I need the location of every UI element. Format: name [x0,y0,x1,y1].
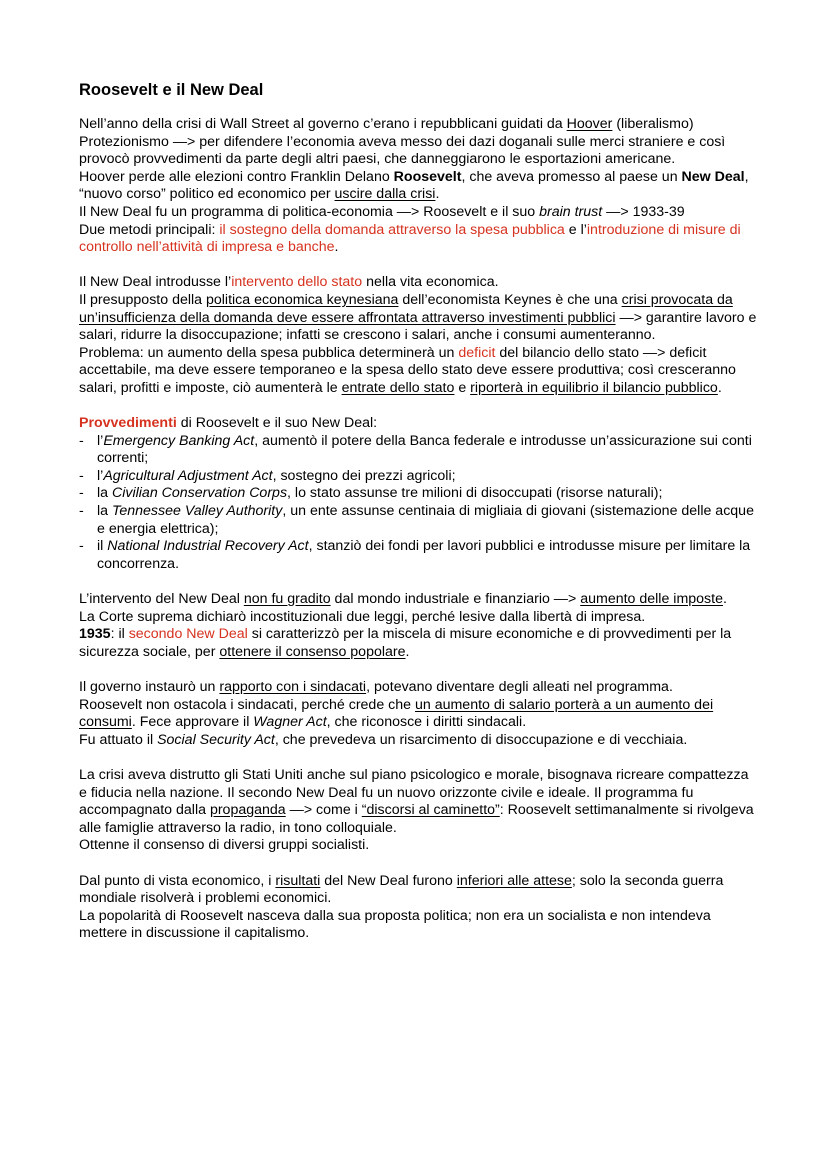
text-run: . [334,239,339,256]
underlined-text: un aumento di salario porterà a un aumento dei consumi [79,696,714,731]
underlined-text: propaganda [209,802,286,819]
highlight-red: deficit [458,344,496,361]
italic-act-name: Social Security Act [157,731,275,748]
text-run: Hoover perde alle elezioni contro Franklin Delano [79,168,394,185]
dash-bullet: - [79,503,84,520]
underlined-text: ottenere il consenso popolare [219,643,406,660]
text-run: l’ [97,432,104,449]
text-run: , stanziò dei fondi per lavori pubblici e introdusse misure per limitare la concorrenza. [97,538,751,572]
paragraph-propaganda [79,767,759,837]
text-run: Problema: un aumento della spesa pubblica determinerà un [79,344,459,361]
text-run: . [405,643,410,660]
text-run: Roosevelt non ostacola i sindacati, perché crede che [79,696,415,713]
paragraph-metodi [79,222,759,257]
text-run: del bilancio dello stato —> deficit accettabile, ma deve essere temporaneo e la spesa dello stato deve essere produttiva; così cresceranno salari, profitti e imposte, ciò aumenterà le [79,344,736,396]
paragraph-sindacati [79,679,759,697]
underlined-text: “discorsi al caminetto” [361,802,500,819]
underlined-text: aumento delle imposte [580,591,723,608]
spacer [79,749,759,767]
text-run: e l’ [564,221,587,238]
paragraph-protezionismo: Protezionismo —> per difendere l’economia aveva messo dei dazi doganali sulle merci straniere e così provocò provvedimenti da parte degli altri paesi, che danneggiarono le esportazioni americane. [79,133,726,168]
text-run: Nell’anno della crisi di Wall Street al governo c’erano i repubblicani guidati da [79,116,567,132]
text-run: la [97,485,112,502]
underlined-text: inferiori alle attese [456,872,572,889]
text-run: : Roosevelt settimanalmente si rivolgeva alle famiglie attraverso la radio, in tono colloquiale. [79,802,754,836]
italic-act-name: Emergency Banking Act [103,432,255,449]
text-run: l’ [97,467,104,484]
text-run: il [97,538,108,555]
bold-new-deal: New Deal [681,168,745,185]
text-run: , aumentò il potere della Banca federale e introdusse un’assicurazione sui conti correnti; [97,432,752,467]
text-run: La crisi aveva distrutto gli Stati Uniti anche sul piano psicologico e morale, bisognava ricreare compattezza e fiducia nella nazione. Il secondo New Deal fu un nuovo orizzonte civile e ideale. Il programma fu accompagnato dalla [79,766,749,819]
bold-roosevelt: Roosevelt [393,168,462,185]
provvedimenti-list [79,433,759,574]
italic-act-name: Tennessee Valley Authority [111,503,283,520]
page-title: Roosevelt e il New Deal [79,81,264,99]
text-run: . Fece approvare il [131,714,254,731]
spacer [79,257,759,275]
text-run: , potevano diventare degli alleati nel programma. [366,679,673,695]
dash-bullet: - [79,485,84,502]
highlight-red-bold: Provvedimenti [79,415,177,432]
highlight-red: intervento dello stato [231,274,363,291]
text-run: si caratterizzò per la miscela di misure economiche e di provvedimenti per la sicurezza sociale, per [79,626,732,660]
list-item [79,433,759,468]
text-run: Il New Deal fu un programma di politica-economia —> Roosevelt e il suo [79,203,540,220]
text-run: , “nuovo corso” politico ed economico per [79,168,749,203]
list-item [79,538,759,573]
text-run: L’intervento del New Deal [79,591,244,608]
text-run: dal mondo industriale e finanziario —> [330,591,581,608]
text-run: —> garantire lavoro e salari, ridurre la disoccupazione; infatti se crescono i salari, anche i consumi aumenteranno. [79,309,757,344]
text-run: , un ente assunse centinaia di migliaia di giovani (sistemazione delle acque e energia elettrica); [97,503,754,537]
paragraph-wagner [79,697,759,732]
italic-act-name: National Industrial Recovery Act [107,538,309,555]
underlined-text: rapporto con i sindacati [219,679,367,695]
underlined-uscire: uscire dalla crisi [334,186,436,203]
spacer [79,661,759,679]
text-run: nella vita economica. [362,274,499,291]
italic-act-name: Civilian Conservation Corps [111,485,288,502]
text-run: Fu attuato il [79,731,158,748]
paragraph-intervento [79,274,759,292]
text-run: . [722,591,727,608]
provvedimenti-heading [79,415,759,433]
text-run: . [435,186,440,203]
text-run: Dal punto di vista economico, i [79,872,276,889]
underlined-hoover: Hoover [566,116,613,132]
text-run: Il presupposto della [79,291,206,308]
text-run: , che aveva promesso al paese un [461,168,682,185]
underlined-text: crisi provocata da un’insufficienza della domanda deve essere affrontata attraverso investimenti pubblici [79,291,733,326]
text-run: del New Deal furono [320,872,457,889]
text-run: Il New Deal introdusse l’ [79,274,232,291]
text-run: ; solo la seconda guerra mondiale risolverà i problemi economici. [79,872,724,907]
text-run: di Roosevelt e il suo New Deal: [176,415,378,432]
underlined-text: risultati [275,872,321,889]
dash-bullet: - [79,432,84,449]
paragraph-wall-street [79,116,759,134]
text-run: , che riconosce i diritti sindacali. [326,714,527,731]
list-item [79,503,759,538]
text-run: : il [110,626,129,643]
paragraph-non-gradito [79,591,759,609]
underlined-text: entrate dello stato [341,379,455,396]
paragraph-keynes [79,292,759,345]
text-run: dell’economista Keynes è che una [398,291,622,308]
italic-act-name: Wagner Act [253,714,327,731]
highlight-red: introduzione di misure di controllo nell’attività di impresa e banche [79,221,741,256]
paragraph-social-security [79,732,759,750]
spacer [79,855,759,873]
text-run: la [97,503,112,520]
dash-bullet: - [79,538,84,555]
highlight-red: secondo New Deal [128,626,248,643]
dash-bullet: - [79,467,84,484]
paragraph-corte-suprema: La Corte suprema dichiarò incostituzionali due leggi, perché lesive dalla libertà di impresa. [79,608,646,625]
underlined-text: non fu gradito [243,591,331,608]
paragraph-problema [79,345,759,398]
document-page [79,80,759,943]
paragraph-programma [79,204,759,222]
text-run: e [454,379,471,396]
paragraph-elezioni [79,169,759,204]
italic-act-name: Agricultural Adjustment Act [103,467,273,484]
text-run: (liberalismo) [612,116,694,132]
bold-year: 1935 [79,626,111,643]
underlined-text: riporterà in equilibrio il bilancio pubblico [470,379,718,396]
paragraph-1935 [79,626,759,661]
text-run: Due metodi principali: [79,221,220,238]
text-run: —> come i [285,802,362,819]
paragraph-popolarita: La popolarità di Roosevelt nasceva dalla sua proposta politica; non era un socialista e non intendeva mettere in discussione il capitalismo. [79,907,711,942]
text-run: , sostegno dei prezzi agricoli; [272,467,456,484]
text-run: Il governo instaurò un [79,679,220,695]
list-item [79,468,759,486]
paragraph-risultati [79,873,759,908]
list-item [79,485,759,503]
text-run: , che prevedeva un risarcimento di disoccupazione e di vecchiaia. [274,731,688,748]
italic-brain-trust: brain trust [539,203,603,220]
spacer [79,573,759,591]
text-run: , lo stato assunse tre milioni di disoccupati (risorse naturali); [287,485,663,502]
paragraph-consenso: Ottenne il consenso di diversi gruppi socialisti. [79,837,370,854]
text-run: —> 1933-39 [602,203,685,220]
underlined-text: politica economica keynesiana [205,291,399,308]
text-run: . [717,379,722,396]
spacer [79,398,759,416]
highlight-red: il sostegno della domanda attraverso la spesa pubblica [219,221,565,238]
